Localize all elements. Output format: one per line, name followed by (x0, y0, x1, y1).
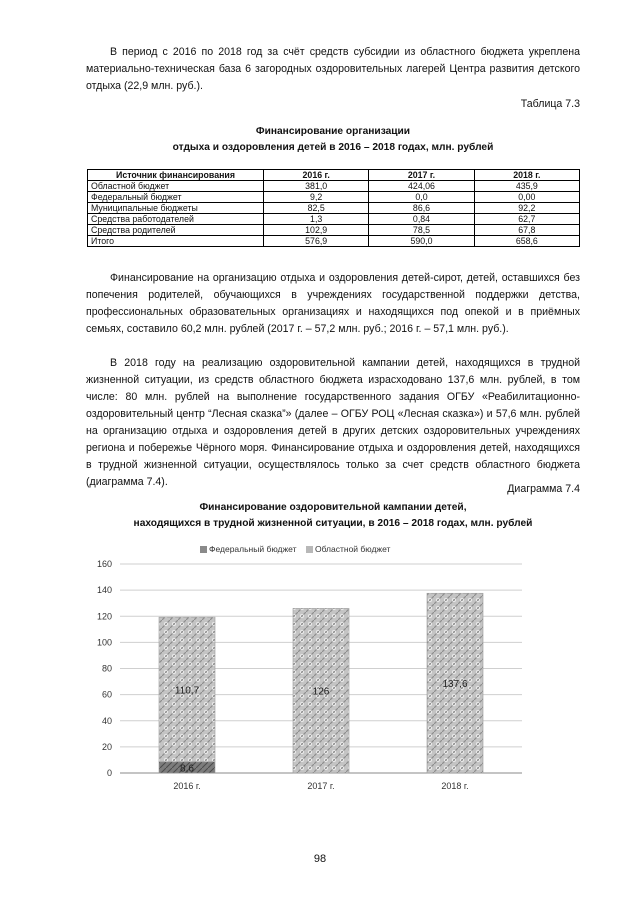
table-row (88, 192, 580, 203)
table-cell: 435,9 (474, 181, 579, 192)
table-cell: Средства родителей (88, 225, 264, 236)
financing-table (87, 169, 580, 247)
table-cell: 576,9 (264, 236, 369, 247)
table-row (88, 236, 580, 247)
table-cell: Муниципальные бюджеты (88, 203, 264, 214)
bar-value-label: 126 (312, 686, 330, 698)
y-tick-label: 80 (101, 663, 112, 674)
legend-label-regional: Областной бюджет (314, 544, 391, 554)
table-row (88, 225, 580, 236)
difficult-situation-paragraph: В 2018 году на реализацию оздоровительной кампании детей, находящихся в трудной жизненной ситуации, из средств областного бюджета израсходовано 137,6 млн. рублей, в том числе: 80 млн. рублей на выполнение государственного задания ОГБУ «Реабилитационно-оздоровительный центр “Лесная сказка”» (далее – ОГБУ РОЦ «Лесная сказка») и 57,6 млн. рублей на организацию отдыха и оздоровления детей в других детских оздоровительных учреждениях региона и побережье Чёрного моря. Финансирование отдыха и оздоровления детей, находящихся в трудной жизненной ситуации, осуществлялось только за счет средств областного бюджета (диаграмма 7.4). (86, 357, 580, 488)
bar-value-label: 110,7 (174, 685, 200, 697)
table-cell: 78,5 (369, 225, 474, 236)
y-tick-label: 20 (101, 741, 112, 752)
table-cell: 0,00 (474, 192, 579, 203)
y-tick-label: 160 (96, 559, 112, 569)
table-cell: 86,6 (369, 203, 474, 214)
y-tick-label: 140 (96, 585, 112, 596)
x-tick-label: 2018 г. (441, 781, 469, 791)
table-title: Финансирование организации отдыха и оздоровления детей в 2016 – 2018 годах, млн. рублей (172, 126, 494, 153)
table-caption: Таблица 7.3 (520, 98, 580, 110)
orphans-financing-paragraph: Финансирование на организацию отдыха и оздоровления детей-сирот, детей, оставшихся без попечения родителей, обучающихся в учреждениях государственной поддержки детства, профессиональных образовательных организациях и находящихся под опекой и в приёмных семьях, составило 60,2 млн. рублей (2017 г. – 57,2 млн. руб.; 2016 г. – 57,1 млн. руб.). (86, 272, 580, 335)
table-cell: Областной бюджет (88, 181, 264, 192)
table-cell: 92,2 (474, 203, 579, 214)
table-cell: Средства работодателей (88, 214, 264, 225)
y-tick-label: 100 (96, 637, 112, 648)
table-header-cell: Источник финансирования (88, 170, 264, 181)
table-row (88, 203, 580, 214)
table-row (88, 214, 580, 225)
financing-bar-chart (82, 540, 522, 802)
table-cell: Итого (88, 236, 264, 247)
bar-value-label: 8,6 (180, 763, 194, 775)
bar-value-label: 137,6 (442, 679, 468, 691)
legend-label-federal: Федеральный бюджет (209, 544, 297, 554)
y-tick-label: 120 (96, 611, 112, 622)
table-header-cell: 2016 г. (264, 170, 369, 181)
table-header-cell: 2018 г. (474, 170, 579, 181)
table-header-cell: 2017 г. (369, 170, 474, 181)
table-cell: 381,0 (264, 181, 369, 192)
table-cell: 658,6 (474, 236, 579, 247)
table-cell: 424,06 (369, 181, 474, 192)
table-cell: 1,3 (264, 214, 369, 225)
x-tick-label: 2017 г. (307, 781, 335, 791)
intro-paragraph: В период с 2016 по 2018 год за счёт средств субсидии из областного бюджета укреплена материально-техническая база 6 загородных оздоровительных лагерей Центра развития детского отдыха (22,9 млн. руб.). (86, 46, 580, 92)
y-tick-label: 60 (101, 689, 112, 700)
table-row (88, 181, 580, 192)
table-cell: 102,9 (264, 225, 369, 236)
table-cell: 0,84 (369, 214, 474, 225)
table-cell: 590,0 (369, 236, 474, 247)
table-cell: Федеральный бюджет (88, 192, 264, 203)
table-cell: 67,8 (474, 225, 579, 236)
diagram-caption: Диаграмма 7.4 (507, 483, 580, 495)
table-cell: 62,7 (474, 214, 579, 225)
x-tick-label: 2016 г. (173, 781, 201, 791)
table-header-row (88, 170, 580, 181)
table-cell: 82,5 (264, 203, 369, 214)
diagram-title: Финансирование оздоровительной кампании детей, находящихся в трудной жизненной ситуации, в 2016 – 2018 годах, млн. рублей (133, 502, 533, 529)
table-cell: 9,2 (264, 192, 369, 203)
y-tick-label: 0 (106, 768, 112, 778)
table-cell: 0,0 (369, 192, 474, 203)
page-number: 98 (313, 853, 327, 865)
y-tick-label: 40 (101, 715, 112, 726)
